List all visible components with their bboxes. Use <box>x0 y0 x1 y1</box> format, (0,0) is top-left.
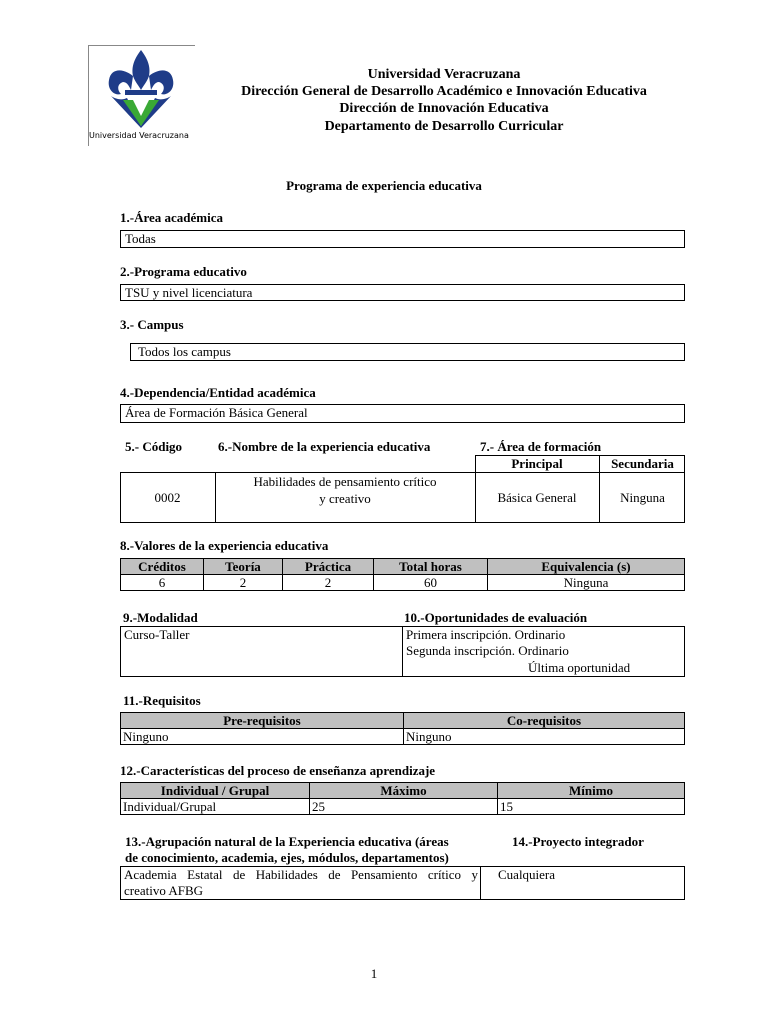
minimo-header: Mínimo <box>498 783 685 799</box>
logo-text: Universidad Veracruzana <box>89 131 189 140</box>
secundaria-value: Ninguna <box>620 490 665 505</box>
agrupacion-value-line1: Academia Estatal de Habilidades de Pensamiento crítico y <box>124 867 478 882</box>
area-academica-value: Todas <box>125 231 156 246</box>
university-logo <box>88 45 195 146</box>
prerequisitos-value: Ninguno <box>121 729 404 745</box>
nombre-value-line1: Habilidades de pensamiento crítico <box>253 474 437 489</box>
section-3-label: 3.- Campus <box>120 317 184 332</box>
maximo-header: Máximo <box>310 783 498 799</box>
section-10-label: 10.-Oportunidades de evaluación <box>404 610 588 625</box>
header-direccion-general: Dirección General de Desarrollo Académico e Innovación Educativa <box>241 84 647 99</box>
secundaria-header: Secundaria <box>611 456 674 471</box>
programa-educativo-value: TSU y nivel licenciatura <box>125 285 253 300</box>
section-2-label: 2.-Programa educativo <box>120 264 247 279</box>
principal-value: Básica General <box>497 490 577 505</box>
page-number: 1 <box>370 966 378 981</box>
maximo-value: 25 <box>310 799 498 815</box>
equivalencia-header: Equivalencia (s) <box>488 559 685 575</box>
section-4-box <box>120 404 685 423</box>
teoria-value: 2 <box>204 575 283 591</box>
codigo-value: 0002 <box>154 490 181 505</box>
section-12-label: 12.-Características del proceso de enseñanza aprendizaje <box>120 763 436 778</box>
creditos-header: Créditos <box>121 559 204 575</box>
valores-table <box>120 558 685 591</box>
section-4-label: 4.-Dependencia/Entidad académica <box>120 385 316 400</box>
oportunidad-1: Primera inscripción. Ordinario <box>406 627 566 642</box>
dependencia-value: Área de Formación Básica General <box>125 405 308 420</box>
section-11-label: 11.-Requisitos <box>123 693 201 708</box>
nombre-value-line2: y creativo <box>319 491 371 506</box>
total-horas-value: 60 <box>374 575 488 591</box>
nombre-label: 6.-Nombre de la experiencia educativa <box>218 439 431 454</box>
section-13-label-line2: de conocimiento, academia, ejes, módulos, departamentos) <box>125 850 449 865</box>
practica-value: 2 <box>283 575 374 591</box>
individual-grupal-header: Individual / Grupal <box>121 783 310 799</box>
requisitos-table <box>120 712 685 745</box>
total-horas-header: Total horas <box>374 559 488 575</box>
oportunidad-2: Segunda inscripción. Ordinario <box>406 643 569 658</box>
practica-header: Práctica <box>283 559 374 575</box>
header-departamento: Departamento de Desarrollo Curricular <box>324 119 564 134</box>
section-8-label: 8.-Valores de la experiencia educativa <box>120 538 329 553</box>
section-1-box <box>120 230 685 248</box>
creditos-value: 6 <box>121 575 204 591</box>
individual-grupal-value: Individual/Grupal <box>121 799 310 815</box>
section-2-box <box>120 284 685 301</box>
corequisitos-value: Ninguno <box>404 729 685 745</box>
area-formacion-label: 7.- Área de formación <box>480 439 602 454</box>
section-9-label: 9.-Modalidad <box>123 610 198 625</box>
section-3-box <box>130 343 685 361</box>
principal-header: Principal <box>511 456 563 471</box>
campus-value: Todos los campus <box>138 344 231 359</box>
document-title: Programa de experiencia educativa <box>286 178 482 193</box>
header-university: Universidad Veracruzana <box>367 67 521 82</box>
section-1-label: 1.-Área académica <box>120 210 224 225</box>
proyecto-integrador-value: Cualquiera <box>498 867 556 882</box>
prerequisitos-header: Pre-requisitos <box>121 713 404 729</box>
section-13-label-line1: 13.-Agrupación natural de la Experiencia educativa (áreas <box>125 834 449 849</box>
minimo-value: 15 <box>498 799 685 815</box>
agrupacion-value-line2: creativo AFBG <box>124 883 204 898</box>
section-14-label: 14.-Proyecto integrador <box>512 834 644 849</box>
oportunidad-3: Última oportunidad <box>528 660 631 675</box>
veracruz-flor-de-lis-icon <box>89 46 193 128</box>
modalidad-value: Curso-Taller <box>124 627 190 642</box>
equivalencia-value: Ninguna <box>488 575 685 591</box>
header-direccion-innovacion: Dirección de Innovación Educativa <box>339 101 549 116</box>
corequisitos-header: Co-requisitos <box>404 713 685 729</box>
caracteristicas-table <box>120 782 685 815</box>
divider <box>480 866 481 900</box>
teoria-header: Teoría <box>204 559 283 575</box>
divider <box>402 626 403 677</box>
codigo-label: 5.- Código <box>125 439 183 454</box>
